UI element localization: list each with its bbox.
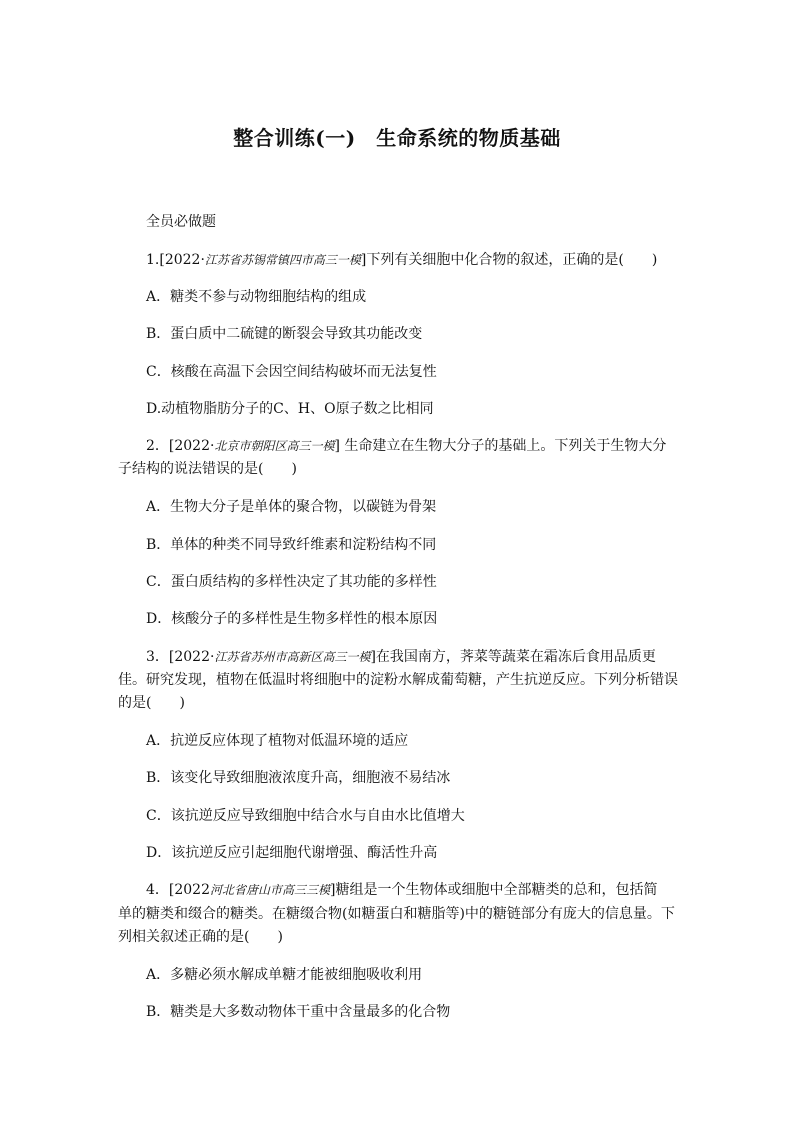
- question-2-option-b: B．单体的种类不同导致纤维素和淀粉结构不同: [146, 537, 437, 553]
- question-2-option-c: C．蛋白质结构的多样性决定了其功能的多样性: [146, 574, 437, 590]
- question-4-number: 4．[2022: [146, 882, 210, 898]
- question-2-stem-line-2: 子结构的说法错误的是( ): [118, 461, 297, 477]
- question-3-option-d: D．该抗逆反应引起细胞代谢增强、酶活性升高: [146, 845, 438, 861]
- question-1-source: 江苏省苏锡常镇四市高三一模: [204, 253, 361, 267]
- question-1-option-c: C．核酸在高温下会因空间结构破坏而无法复性: [146, 364, 437, 380]
- question-4-source: 河北省唐山市高三三模: [210, 883, 331, 897]
- question-4-stem-line-1: ]糖组是一个生物体或细胞中全部糖类的总和，包括简: [330, 882, 658, 898]
- question-4-stem-line-3: 列相关叙述正确的是( ): [118, 929, 283, 945]
- question-3-stem-line-2: 佳。研究发现，植物在低温时将细胞中的淀粉水解成葡萄糖，产生抗逆反应。下列分析错误: [118, 672, 678, 688]
- question-3-option-c: C．该抗逆反应导致细胞中结合水与自由水比值增大: [146, 808, 465, 824]
- question-2-number: 2．[2022·: [146, 438, 215, 454]
- question-1-number: 1.[2022·: [146, 252, 205, 268]
- question-4-stem: [146, 880, 657, 900]
- question-3-source: 江苏省苏州市高新区高三一模: [214, 650, 371, 664]
- question-4-stem-line-2: 单的糖类和缀合的糖类。在糖缀合物(如糖蛋白和糖脂等)中的糖链部分有庞大的信息量。下: [118, 906, 675, 922]
- page-title: 整合训练(一) 生命系统的物质基础: [233, 126, 561, 150]
- question-3-stem-line-3: 的是( ): [118, 695, 185, 711]
- question-1-option-a: A．糖类不参与动物细胞结构的组成: [146, 289, 367, 305]
- question-3-stem: [146, 647, 656, 667]
- question-4-option-b: B．糖类是大多数动物体干重中含量最多的化合物: [146, 1004, 451, 1020]
- question-1-stem: [146, 250, 657, 270]
- question-2-stem: [146, 436, 666, 456]
- section-label: 全员必做题: [146, 214, 216, 230]
- question-1-option-d: D.动植物脂肪分子的C、H、O原子数之比相同: [146, 401, 434, 417]
- question-2-source: 北京市朝阳区高三一模: [214, 439, 335, 453]
- question-2-option-d: D．核酸分子的多样性是生物多样性的根本原因: [146, 611, 438, 627]
- question-4-option-a: A．多糖必须水解成单糖才能被细胞吸收利用: [146, 967, 423, 983]
- question-3-stem-line-1: ]在我国南方，荠菜等蔬菜在霜冻后食用品质更: [370, 649, 656, 665]
- question-2-option-a: A．生物大分子是单体的聚合物，以碳链为骨架: [146, 499, 437, 515]
- question-1-option-b: B．蛋白质中二硫键的断裂会导致其功能改变: [146, 326, 423, 342]
- question-3-option-a: A．抗逆反应体现了植物对低温环境的适应: [146, 733, 409, 749]
- question-1-stem-line-1: ]下列有关细胞中化合物的叙述，正确的是( ): [360, 252, 658, 268]
- question-3-number: 3．[2022·: [146, 649, 215, 665]
- question-3-option-b: B．该变化导致细胞液浓度升高，细胞液不易结冰: [146, 770, 451, 786]
- question-2-stem-line-1: ] 生命建立在生物大分子的基础上。下列关于生物大分: [334, 438, 667, 454]
